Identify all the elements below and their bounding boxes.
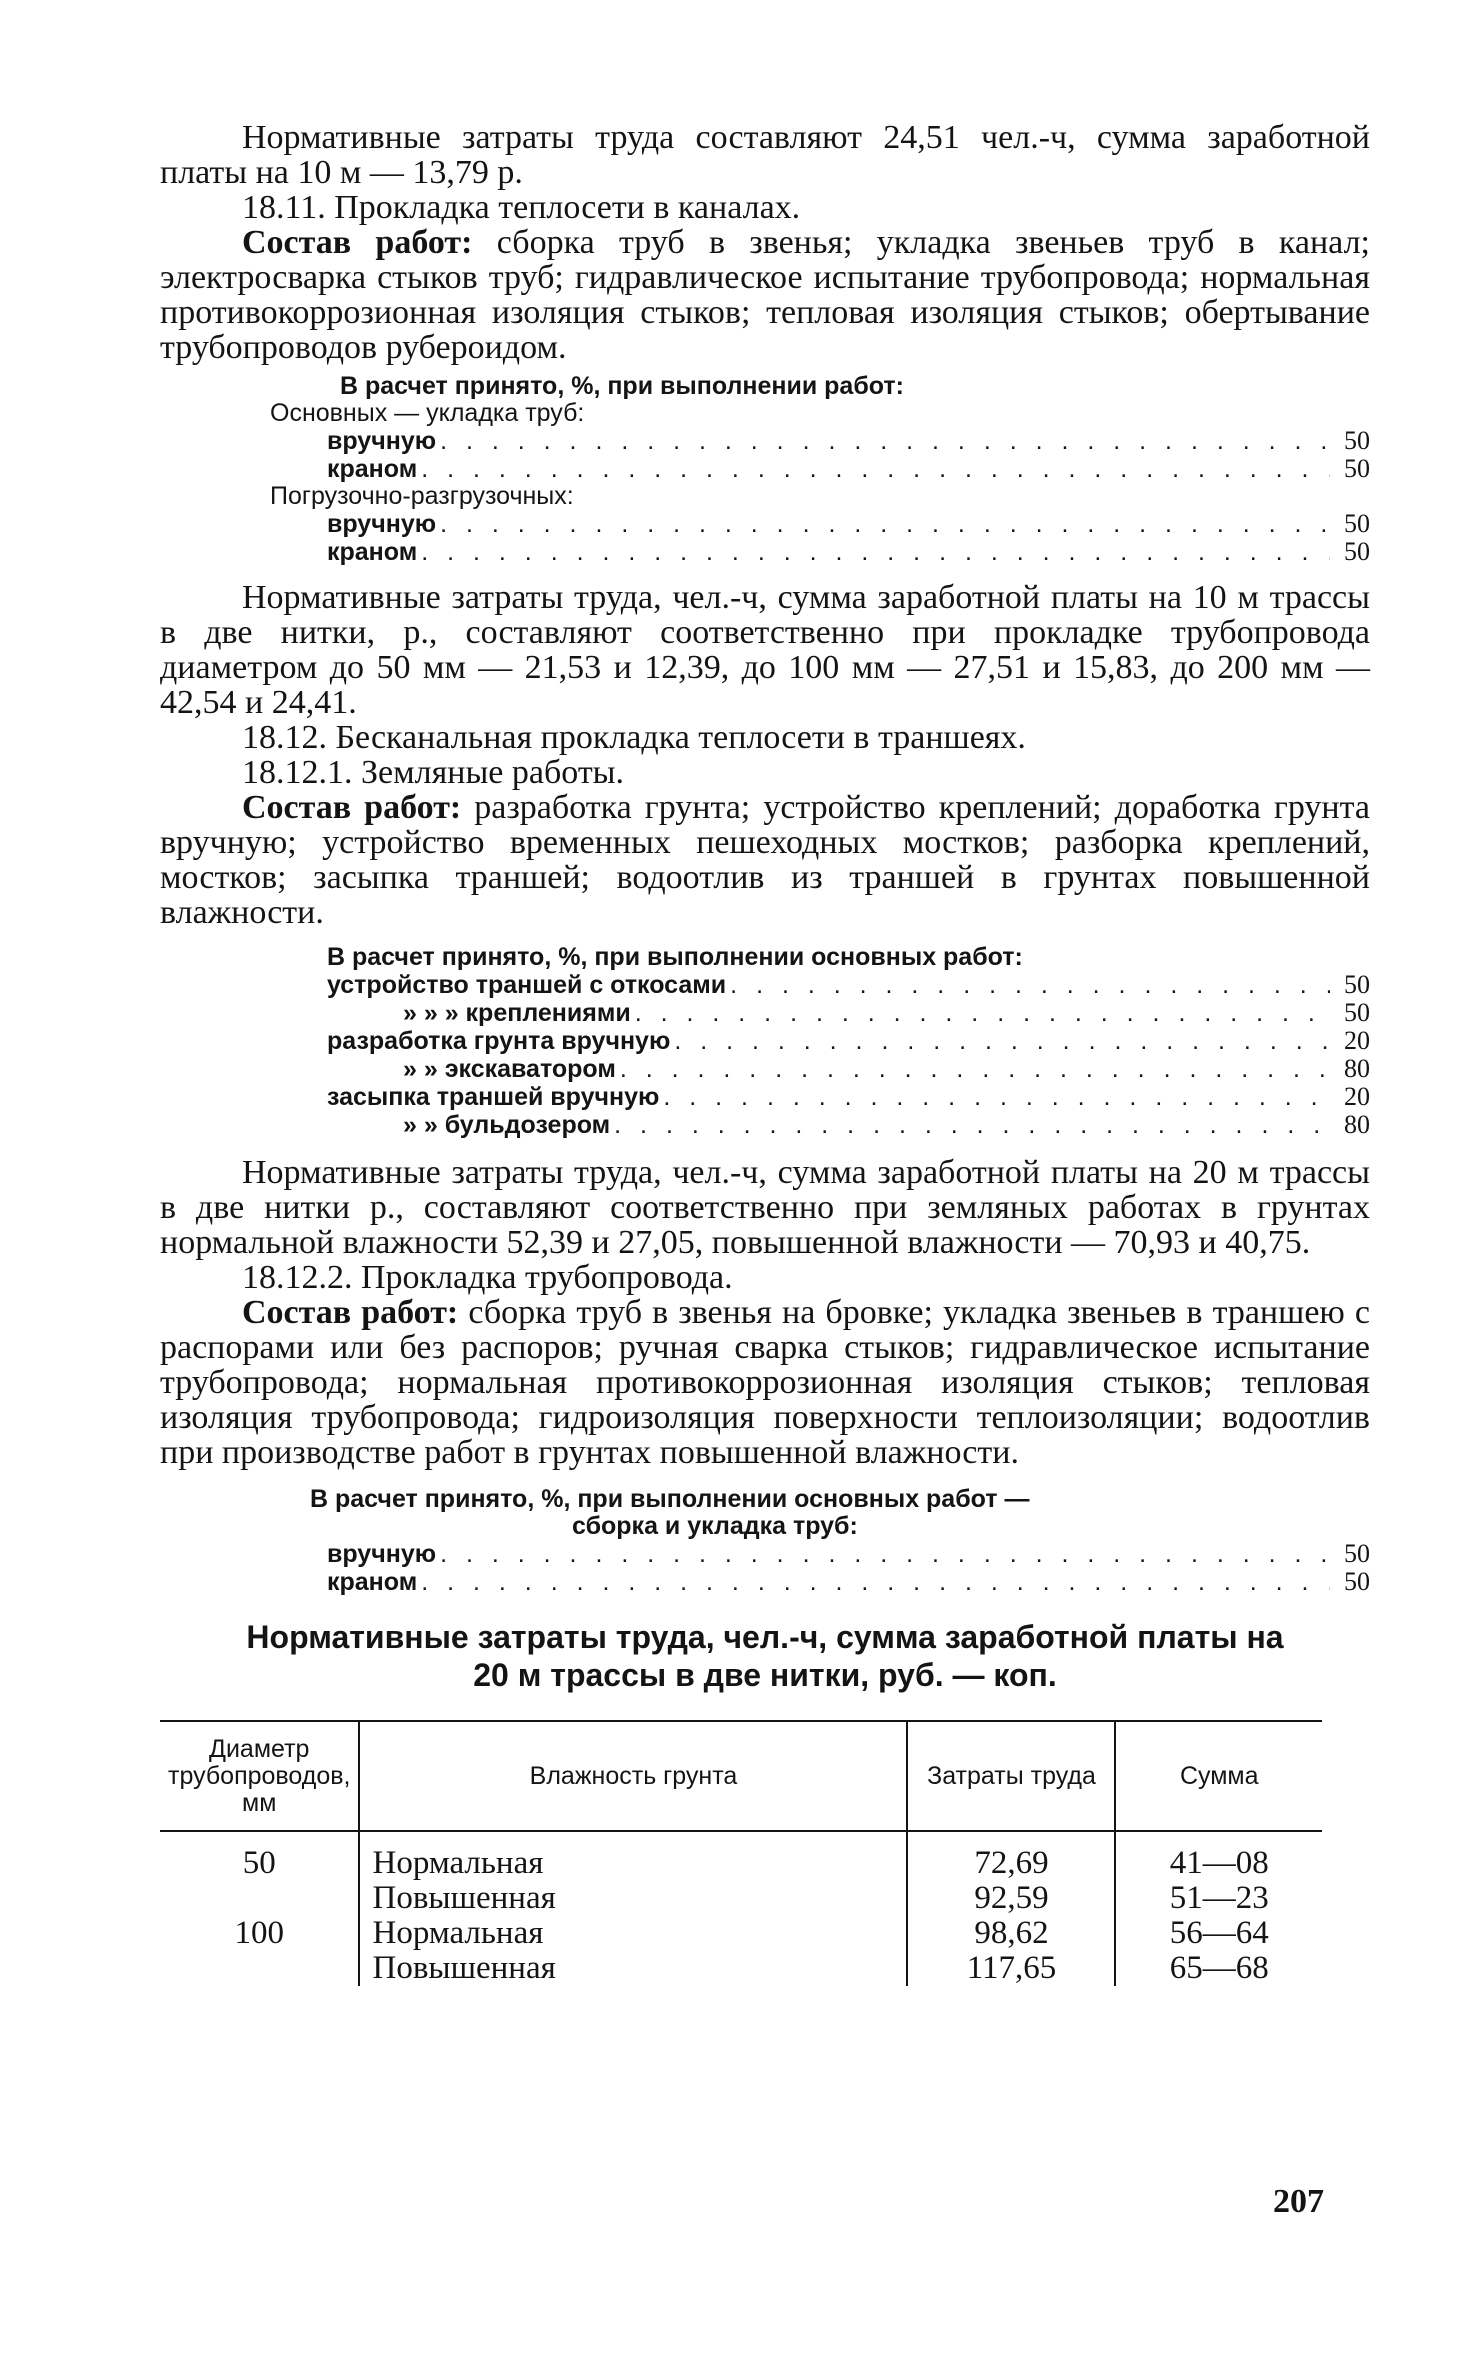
work-composition-3	[160, 1295, 1370, 1470]
work-composition-text: сборка труб в звенья; укладка звеньев труб в канал; электросварка стыков труб; гидравлическое испытание трубопровода; нормальная противокоррозионная изоляция стыков; тепловая изоляция стыков; обертывание трубопроводов рубероидом.	[160, 224, 1370, 366]
cell-diameter: 50 100	[234, 1845, 284, 1951]
list-caption: В расчет принято, %, при выполнении основных работ:	[327, 943, 1023, 971]
accepted-percent-list-3	[160, 1486, 1370, 1596]
section-heading-18-11: 18.11. Прокладка теплосети в каналах.	[242, 189, 801, 226]
section-heading-18-12: 18.12. Бесканальная прокладка теплосети в траншеях.	[242, 719, 1026, 756]
list-item: » » » креплениями . . . 50	[327, 999, 1370, 1027]
work-composition-2	[160, 790, 1370, 930]
list-item: краном . . . 50	[160, 455, 1370, 483]
table-title: Нормативные затраты труда, чел.-ч, сумма заработной платы на 20 м трассы в две нитки, руб. — коп.	[246, 1619, 1284, 1693]
list-item: устройство траншей с откосами . . . 50	[327, 971, 1370, 999]
list-item: краном . . . 50	[160, 538, 1370, 566]
list-item: » » бульдозером . . . 80	[327, 1111, 1370, 1139]
cell-labor: 72,69 92,59 98,62 117,65	[907, 1831, 1115, 1986]
list-item: вручную . . . 50	[160, 427, 1370, 455]
cell-humidity: Нормальная Повышенная Нормальная Повышенная	[359, 1831, 907, 1986]
list-item: » » экскаватором . . . 80	[327, 1055, 1370, 1083]
accepted-percent-list-2	[160, 944, 1370, 1139]
norms-table	[160, 1720, 1322, 1986]
work-composition-label: Состав работ:	[242, 1294, 459, 1331]
page-content	[160, 120, 1370, 2020]
list-item: разработка грунта вручную . . . 20	[327, 1027, 1370, 1055]
column-header-diameter: Диаметр трубопроводов, мм	[160, 1721, 359, 1831]
list-item: вручную . . . 50	[160, 510, 1370, 538]
column-header-humidity: Влажность грунта	[359, 1721, 907, 1831]
section-heading-18-12-2: 18.12.2. Прокладка трубопровода.	[242, 1259, 733, 1296]
work-composition-label: Состав работ:	[242, 224, 473, 261]
page-number: 207	[1273, 2183, 1324, 2220]
paragraph-labor-costs-earthworks: Нормативные затраты труда, чел.-ч, сумма заработной платы на 20 м трассы в две нитки р., составляют соответственно при земляных работах в грунтах нормальной влажности 52,39 и 27,05, повышенной влажности — 70,93 и 40,75.	[160, 1154, 1370, 1261]
work-composition-1	[160, 225, 1370, 365]
list-caption: сборка и укладка труб:	[572, 1512, 858, 1540]
work-composition-label: Состав работ:	[242, 789, 462, 826]
cell-sum: 41—08 51—23 56—64 65—68	[1115, 1831, 1322, 1986]
list-item: краном . . . 50	[310, 1568, 1370, 1596]
column-header-labor: Затраты труда	[907, 1721, 1115, 1831]
work-composition-text: разработка грунта; устройство креплений; доработка грунта вручную; устройство временных пешеходных мостков; разборка креплений, мостков; засыпка траншей; водоотлив из траншей в грунтах повышенной влажности.	[160, 789, 1370, 931]
list-caption: В расчет принято, %, при выполнении основных работ —	[310, 1485, 1030, 1513]
list-item: засыпка траншей вручную . . . 20	[327, 1083, 1370, 1111]
paragraph-labor-costs-intro: Нормативные затраты труда составляют 24,51 чел.-ч, сумма заработной платы на 10 м — 13,79 р.	[160, 119, 1370, 191]
paragraph-labor-costs-channels: Нормативные затраты труда, чел.-ч, сумма заработной платы на 10 м трассы в две нитки, р., составляют соответственно при прокладке трубопровода диаметром до 50 мм — 21,53 и 12,39, до 100 мм — 27,51 и 15,83, до 200 мм — 42,54 и 24,41.	[160, 579, 1370, 721]
column-header-sum: Сумма	[1115, 1721, 1322, 1831]
list-caption: В расчет принято, %, при выполнении работ:	[340, 372, 904, 400]
table-row	[160, 1831, 1322, 1986]
list-item: вручную . . . 50	[310, 1540, 1370, 1568]
norms-table-wrapper	[160, 1720, 1370, 2020]
work-composition-text: сборка труб в звенья на бровке; укладка звеньев в траншею с распорами или без распоров; ручная сварка стыков; гидравлическое испытание трубопровода; нормальная противокоррозионная изоляция стыков; тепловая изоляция трубопровода; гидроизоляция поверхности теплоизоляции; водоотлив при производстве работ в грунтах повышенной влажности.	[160, 1294, 1370, 1471]
section-heading-18-12-1: 18.12.1. Земляные работы.	[242, 754, 625, 791]
accepted-percent-list-1	[160, 373, 1370, 566]
list-group-label: Основных — укладка труб:	[270, 399, 585, 427]
list-group-label: Погрузочно-разгрузочных:	[270, 482, 574, 510]
